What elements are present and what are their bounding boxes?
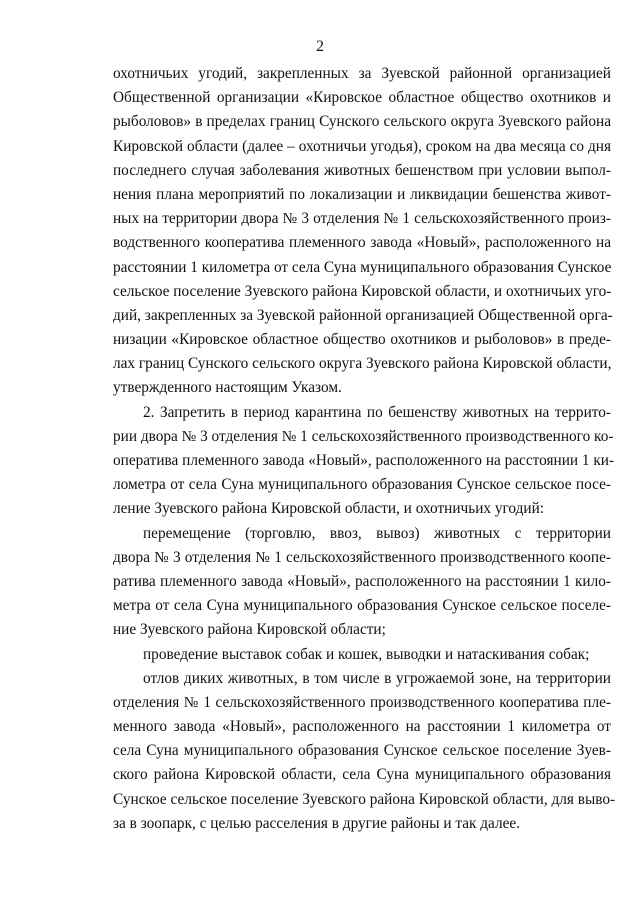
text-line: лометра от села Суна муниципального образования Сунское сельское посе- [113,476,611,494]
text-line: водственного кооператива племенного завода «Новый», расположенного на [113,234,611,252]
text-line: отлов диких животных, в том числе в угрожаемой зоне, на территории [143,669,611,687]
paragraph-3 [113,522,611,643]
text-line: метра от села Суна муниципального образования Сунское сельское поселе- [113,597,611,615]
text-line: утвержденного настоящим Указом. [113,379,342,397]
text-line: низации «Кировское областное общество охотников и рыболовов» в преде- [113,331,611,349]
text-line: последнего случая заболевания животных бешенством при условии выпол- [113,161,611,179]
text-line: дий, закрепленных за Зуевской районной организацией Общественной орга- [113,306,613,324]
text-line: 2. Запретить в период карантина по бешенству животных на террито- [143,403,611,421]
text-line: ных на территории двора № 3 отделения № 1 сельскохозяйственного произ- [113,210,611,228]
paragraph-4 [113,643,611,667]
text-line: перемещение (торговлю, ввоз, вывоз) животных с территории [143,524,611,542]
text-line: рии двора № 3 отделения № 1 сельскохозяйственного производственного ко- [113,427,614,445]
page-number: 2 [316,38,324,55]
text-line: села Суна муниципального образования Сунское сельское поселение Зуев- [113,742,611,760]
document-body [113,62,616,836]
text-line: менного завода «Новый», расположенного на расстоянии 1 километра от [113,718,611,736]
text-line: отделения № 1 сельскохозяйственного производственного кооператива пле- [113,693,611,711]
text-line: Кировской области (далее – охотничьи угодья), сроком на два месяца со дня [113,137,611,155]
text-line: ратива племенного завода «Новый», расположенного на расстоянии 1 кило- [113,572,611,590]
text-line: расстоянии 1 километра от села Суна муниципального образования Сунское [113,258,612,276]
paragraph-2 [113,401,615,522]
text-line: ление Зуевского района Кировской области, и охотничьих угодий: [113,500,545,518]
text-line: проведение выставок собак и кошек, выводки и натаскивания собак; [143,645,590,663]
text-line: Общественной организации «Кировское областное общество охотников и [113,89,611,107]
text-line: сельское поселение Зуевского района Кировской области, и охотничьих уго- [113,282,612,300]
text-line: за в зоопарк, с целью расселения в другие районы и так далее. [113,814,520,832]
paragraph-5 [113,667,616,836]
text-line: лах границ Сунского сельского округа Зуевского района Кировской области, [113,355,612,373]
text-line: оператива племенного завода «Новый», расположенного на расстоянии 1 ки- [113,452,615,469]
text-line: охотничьих угодий, закрепленных за Зуевской районной организацией [113,65,611,82]
text-line: Сунское сельское поселение Зуевского района Кировской области, для выво- [113,790,616,808]
paragraph-1 [113,62,611,401]
text-line: нения плана мероприятий по локализации и ликвидации бешенства живот- [113,185,611,203]
text-line: ние Зуевского района Кировской области; [113,621,386,639]
text-line: ского района Кировской области, села Суна муниципального образования [113,766,611,784]
text-line: двора № 3 отделения № 1 сельскохозяйственного производственного коопе- [113,548,611,566]
text-line: рыболовов» в пределах границ Сунского сельского округа Зуевского района [113,113,611,131]
